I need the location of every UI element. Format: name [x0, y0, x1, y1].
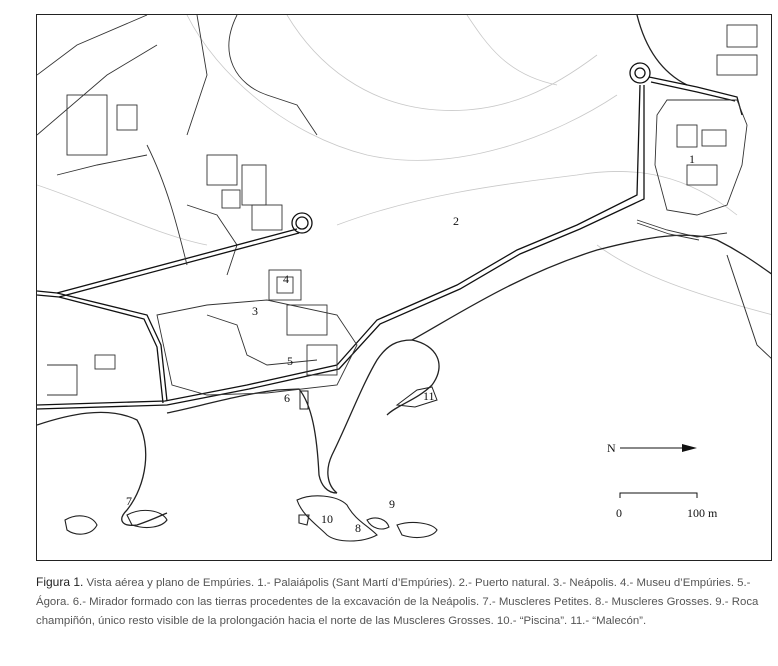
scale-end: 100 m: [687, 506, 718, 520]
figure-label: Figura 1.: [36, 575, 84, 589]
map-drawing: [37, 15, 772, 561]
scale-bar: [616, 493, 718, 520]
label-11: 11: [423, 389, 435, 403]
label-1: 1: [689, 152, 695, 166]
scale-bar-line: [620, 493, 697, 498]
contour-lines: [37, 15, 772, 315]
scale-start: 0: [616, 506, 622, 520]
islets: [65, 496, 437, 541]
north-label: N: [607, 441, 616, 455]
main-road: [37, 63, 742, 409]
label-4: 4: [283, 272, 289, 286]
caption-text: Vista aérea y plano de Empúries. 1.- Palaiápolis (Sant Martí d’Empúries). 2.- Puerto natural. 3.- Neápolis. 4.- Museu d’Empúries. 5.- Ágora. 6.- Mirador formado con las tierras procedentes de la excavación de la Neápolis. 7.- Muscleres Petites. 8.- Muscleres Grosses. 9.- Roca champiñón, único resto visible de la prolongación hacia el norte de las Muscleres Grosses. 10.- “Piscina”. 11.- “Malecón”.: [36, 577, 759, 627]
label-2: 2: [453, 214, 459, 228]
mirador-structure: [300, 391, 308, 409]
label-10: 10: [321, 512, 333, 526]
field-boundaries: [37, 15, 317, 275]
map-figure: [36, 14, 772, 561]
label-8: 8: [355, 521, 361, 535]
label-9: 9: [389, 497, 395, 511]
label-7: 7: [126, 494, 132, 508]
arrow-head-icon: [682, 444, 697, 452]
right-jetty: [727, 255, 772, 360]
label-5: 5: [287, 354, 293, 368]
map-labels: [126, 152, 695, 535]
north-arrow: [607, 441, 697, 455]
label-6: 6: [284, 391, 290, 405]
label-3: 3: [252, 304, 258, 318]
figure-caption: [36, 573, 772, 631]
coastline: [37, 15, 772, 525]
neapolis-ruins: [47, 145, 357, 395]
